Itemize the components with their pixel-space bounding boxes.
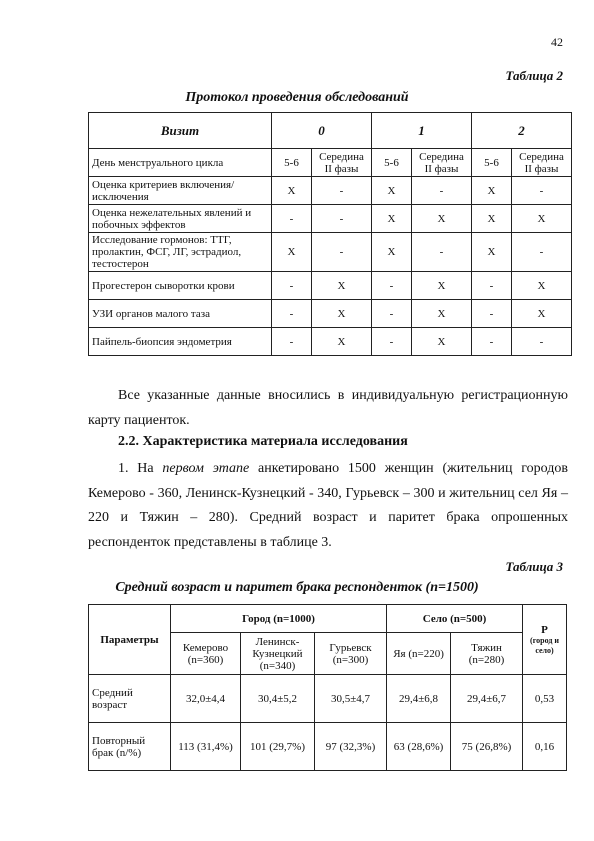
paragraph-emphasis: первом этапе [162,461,250,476]
table-row [89,328,572,356]
table-cell: 29,4±6,7 [451,675,523,723]
table-cell: 63 (28,6%) [387,723,451,771]
table-cell: 30,5±4,7 [315,675,387,723]
table-cell: - [312,233,372,272]
table-cell: 29,4±6,8 [387,675,451,723]
cycle-col: 5-6 [272,149,312,177]
table-cell: - [372,272,412,300]
table-row [89,675,567,723]
table-cell: - [272,300,312,328]
table-cell: X [412,300,472,328]
table-cell: X [312,272,372,300]
visit-0-header: 0 [272,113,372,149]
table-cell: - [372,300,412,328]
table-row [89,177,572,205]
table3-respondents [88,604,567,771]
table-cell: - [472,328,512,356]
table-cell: X [312,328,372,356]
table-cell: - [512,233,572,272]
row-label: Прогестерон сыворотки крови [89,272,272,300]
table-cell: 97 (32,3%) [315,723,387,771]
table-cell: 113 (31,4%) [171,723,241,771]
table-cell: X [512,205,572,233]
table-cell: X [472,177,512,205]
table2-protocol [88,112,572,356]
table-cell: X [512,300,572,328]
paragraph-first-stage [88,457,568,555]
table3-title: Средний возраст и паритет брака респонденток (n=1500) [115,580,479,595]
table3-group-row [89,605,567,633]
table-cell: 30,4±5,2 [241,675,315,723]
table-cell: X [412,205,472,233]
table-cell: X [412,272,472,300]
table3-caption: Таблица 3 [505,559,563,574]
table-cell: X [512,272,572,300]
section-heading: 2.2. Характеристика материала исследования [118,434,408,449]
cycle-day-label: День менструального цикла [89,149,272,177]
row-label: УЗИ органов малого таза [89,300,272,328]
village-group-header: Село (n=500) [387,605,523,633]
cycle-col: 5-6 [372,149,412,177]
paragraph-text: 1. На [118,461,163,476]
table-cell: X [372,233,412,272]
p-header [523,605,567,675]
table-cell: - [512,177,572,205]
table-cell: - [312,177,372,205]
table-row [89,205,572,233]
row-label: Пайпель-биопсия эндометрия [89,328,272,356]
table-cell: - [272,205,312,233]
table-cell: 75 (26,8%) [451,723,523,771]
row-label: Повторный брак (n/%) [89,723,171,771]
table2-caption: Таблица 2 [505,68,563,83]
row-label: Оценка нежелательных явлений и побочных эффектов [89,205,272,233]
row-label: Средний возраст [89,675,171,723]
row-label: Оценка критериев включения/исключения [89,177,272,205]
cycle-col: Середина II фазы [312,149,372,177]
paragraph-registration: Все указанные данные вносились в индивидуальную регистрационную карту пациенток. [88,388,568,428]
table2-cycle-row [89,149,572,177]
cycle-col: Середина II фазы [412,149,472,177]
table-cell: 101 (29,7%) [241,723,315,771]
table-cell: - [372,328,412,356]
p-sublabel: (город и село) [530,635,560,655]
table-row [89,300,572,328]
cycle-col: Середина II фазы [512,149,572,177]
table-cell: 32,0±4,4 [171,675,241,723]
paragraph-text: анкетировано 1500 женщин (жительниц городов Кемерово - 360, Ленинск-Кузнецкий - 340, Гурьевск – 300 и жительниц сел Яя – 220 и Тяжин – 280). Средний возраст и паритет брака опрошенных респонденток представлены в таблице 3. [88,461,568,550]
p-value: 0,16 [523,723,567,771]
row-label: Исследование гормонов: ТТГ, пролактин, ФСГ, ЛГ, эстрадиол, тестостерон [89,233,272,272]
table-cell: - [312,205,372,233]
table-row [89,723,567,771]
table-cell: - [272,272,312,300]
table-cell: - [472,272,512,300]
table-cell: X [272,177,312,205]
column-header: Гурьевск (n=300) [315,633,387,675]
table-cell: X [312,300,372,328]
visit-2-header: 2 [472,113,572,149]
page-number: 42 [551,35,563,49]
table-cell: - [272,328,312,356]
table-cell: X [272,233,312,272]
table-cell: X [412,328,472,356]
table2-title: Протокол проведения обследований [185,90,409,105]
params-header: Параметры [89,605,171,675]
table-cell: X [472,205,512,233]
table-row [89,272,572,300]
table2-visit-row [89,113,572,149]
table-cell: - [472,300,512,328]
table-cell: X [472,233,512,272]
p-label: Р [541,623,548,636]
p-value: 0,53 [523,675,567,723]
column-header: Кемерово (n=360) [171,633,241,675]
column-header: Ленинск-Кузнецкий (n=340) [241,633,315,675]
cycle-col: 5-6 [472,149,512,177]
column-header: Тяжин (n=280) [451,633,523,675]
visit-1-header: 1 [372,113,472,149]
column-header: Яя (n=220) [387,633,451,675]
table-cell: - [412,233,472,272]
city-group-header: Город (n=1000) [171,605,387,633]
table-cell: X [372,177,412,205]
table-cell: - [512,328,572,356]
table-cell: - [412,177,472,205]
table-cell: X [372,205,412,233]
table-row [89,233,572,272]
visit-header: Визит [89,113,272,149]
